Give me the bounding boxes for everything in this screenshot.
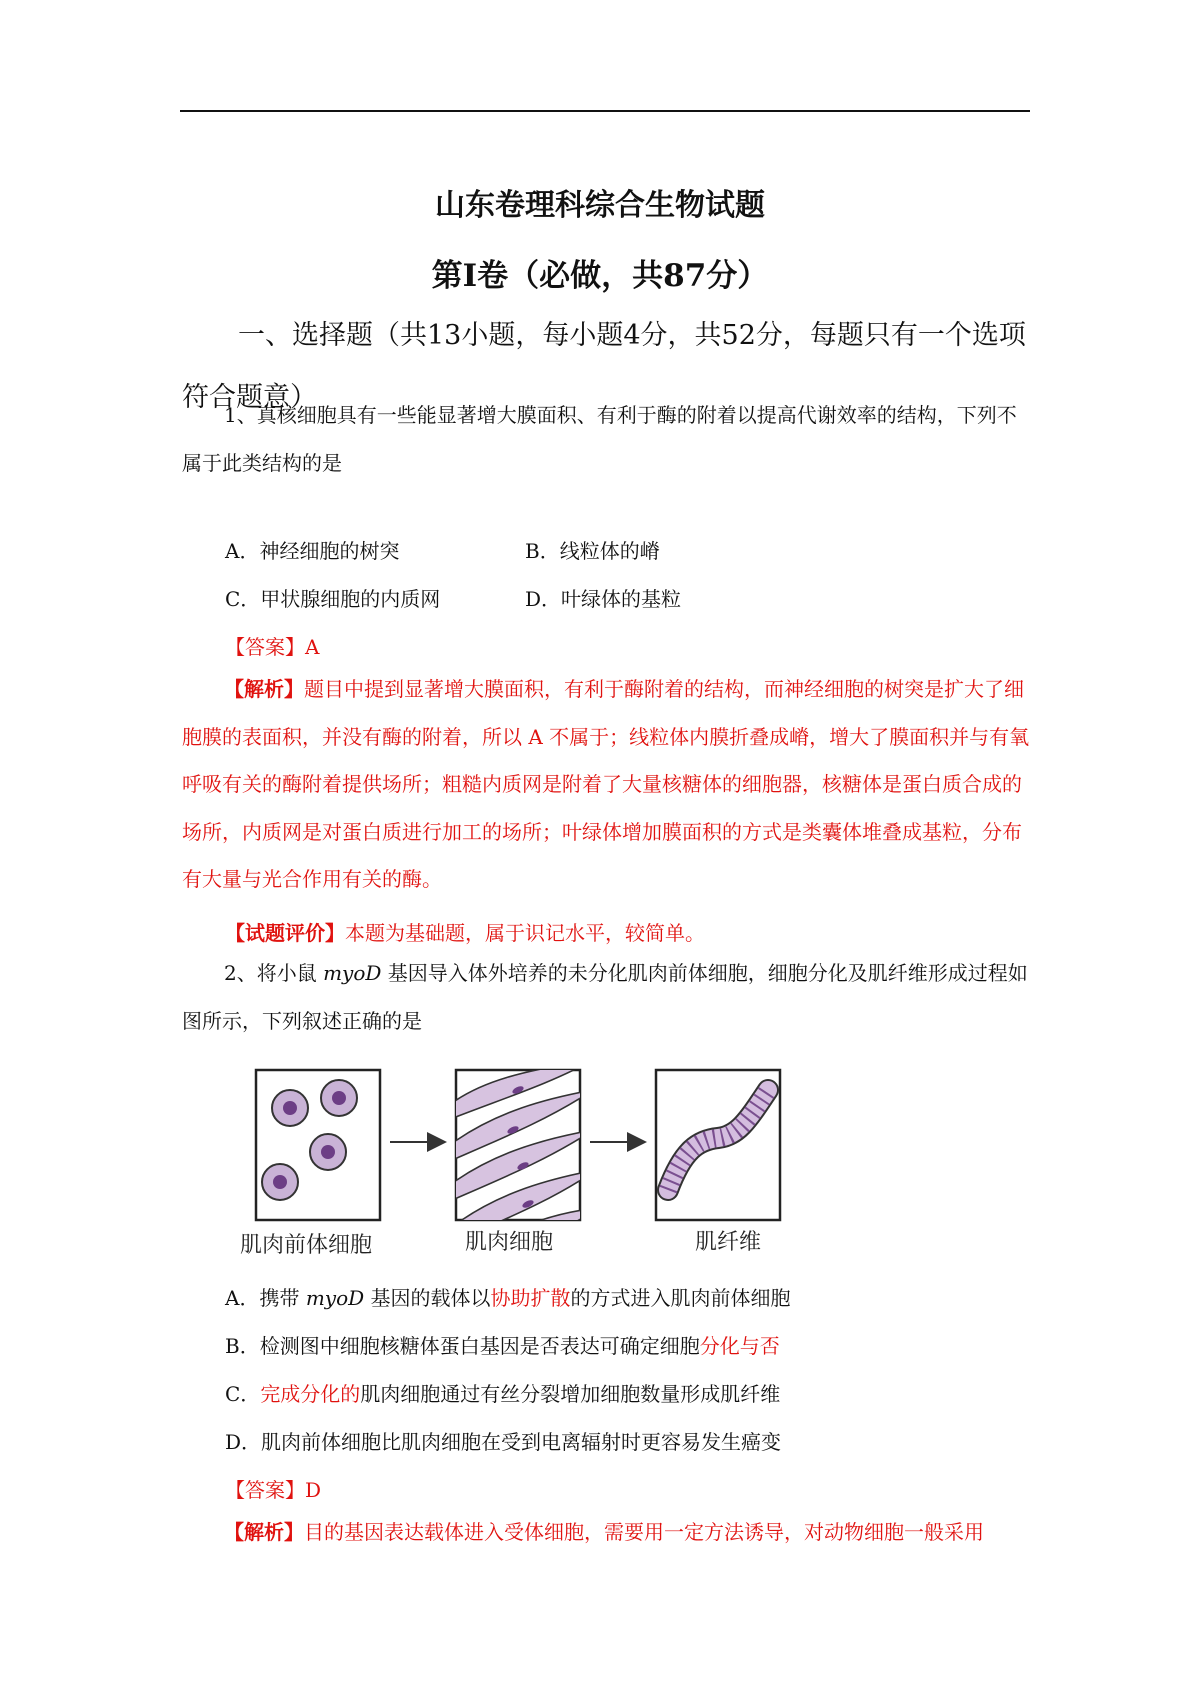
q1-answer-value: A	[305, 635, 320, 659]
q1-option-c: C．甲状腺细胞的内质网	[225, 587, 441, 611]
muscle-fiber	[668, 1090, 768, 1190]
header-rule	[180, 110, 1030, 112]
question-1-stem: 1、真核细胞具有一些能显著增大膜面积、有利于酶的附着以提高代谢效率的结构，下列不属于此类结构的是	[182, 403, 1017, 475]
q2-answer: 【答案】D	[225, 1478, 322, 1502]
q1-evaluation	[225, 917, 705, 946]
q1-eval-text: 本题为基础题，属于识记水平，较简单。	[345, 921, 705, 945]
q2-option-b: B．检测图中细胞核糖体蛋白基因是否表达可确定细胞分化与否	[225, 1334, 780, 1358]
q2-analysis: 【解析】目的基因表达载体进入受体细胞，需要用一定方法诱导，对动物细胞一般采用	[224, 1520, 984, 1544]
q1-answer	[225, 631, 319, 660]
q1-analysis	[182, 666, 1032, 904]
q1-analysis-label: 【解析】	[224, 677, 304, 701]
figure-label-precursor: 肌肉前体细胞	[240, 1233, 373, 1258]
q1-analysis-text: 题目中提到显著增大膜面积，有利于酶附着的结构，而神经细胞的树突是扩大了细胞膜的表面积，并没有酶的附着，所以 A 不属于；线粒体内膜折叠成嵴，增大了膜面积并与有氧呼吸有关的酶附着提供场所；粗糙内质网是附着了大量核糖体的细胞器，核糖体是蛋白质合成的场所，内质网是对蛋白质进行加工的场所；叶绿体增加膜面积的方式是类囊体堆叠成基粒，分布有大量与光合作用有关的酶。	[182, 677, 1030, 891]
q2-stem-post: 基因导入体外培养的未分化肌肉前体细胞，细胞分化及肌纤维形成过程如图所示，下列叙述正确的是	[182, 961, 1028, 1033]
question-2-stem	[182, 950, 1032, 1045]
q1-option-a: A．神经细胞的树突	[225, 539, 400, 563]
q2-option-a: A．携带 myoD 基因的载体以协助扩散的方式进入肌肉前体细胞	[225, 1286, 791, 1310]
q2-gene: myoD	[323, 961, 382, 985]
page-subtitle: 第I卷（必做，共87分）	[431, 258, 769, 294]
q1-option-d: D．叶绿体的基粒	[525, 587, 682, 611]
section-heading: 一、选择题（共13小题，每小题4分，共52分，每题只有一个选项符合题意）	[182, 320, 1026, 413]
figure-label-muscle-cell: 肌肉细胞	[465, 1230, 554, 1255]
q2-stem-pre: 2、将小鼠	[224, 961, 324, 985]
q1-answer-label: 【答案】	[225, 635, 305, 659]
figure-label-muscle-fiber: 肌纤维	[695, 1230, 762, 1255]
q1-option-b: B．线粒体的嵴	[525, 539, 660, 563]
precursor-cells	[262, 1080, 357, 1200]
q2-option-c: C．完成分化的肌肉细胞通过有丝分裂增加细胞数量形成肌纤维	[225, 1382, 781, 1406]
q1-eval-label: 【试题评价】	[225, 921, 345, 945]
q2-option-d: D．肌肉前体细胞比肌肉细胞在受到电离辐射时更容易发生癌变	[225, 1430, 782, 1454]
page-title: 山东卷理科综合生物试题	[435, 188, 765, 223]
